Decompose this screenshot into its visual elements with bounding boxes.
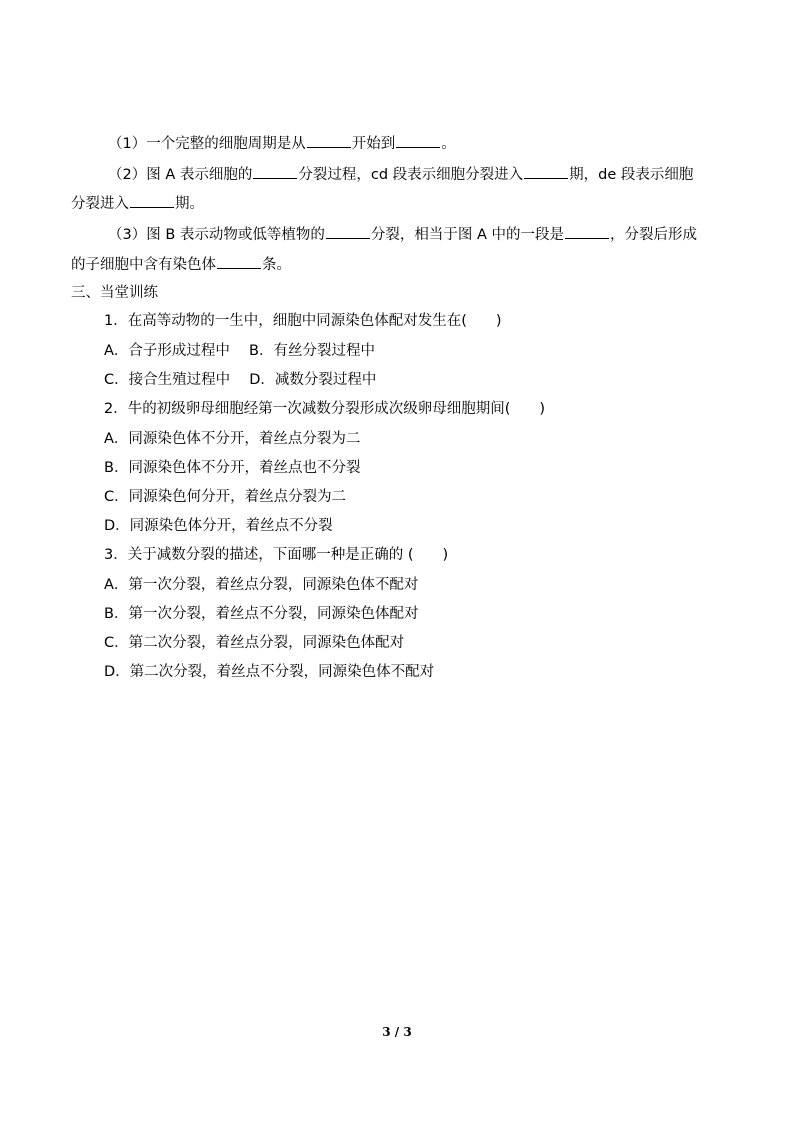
answer-blank: [565, 224, 609, 239]
question-option: B．第一次分裂，着丝点不分裂，同源染色体配对: [104, 606, 419, 622]
q3-text-d: 的子细胞中含有染色体: [71, 257, 216, 273]
q2-text-a: （2）图 A 表示细胞的: [108, 167, 253, 183]
answer-blank: [524, 164, 568, 179]
question-2-line-2: [71, 193, 204, 214]
q2-text-c: 期，de 段表示细胞: [569, 167, 694, 183]
question-option: C．第二次分裂，着丝点分裂，同源染色体配对: [104, 635, 405, 651]
question-stem: 3．关于减数分裂的描述，下面哪一种是正确的 ( ): [104, 547, 449, 563]
question-option: C．接合生殖过程中 D．减数分裂过程中: [104, 372, 377, 388]
question-option: D．第二次分裂，着丝点不分裂，同源染色体不配对: [104, 664, 435, 680]
q3-text-b: 分裂，相当于图 A 中的一段是: [370, 227, 565, 243]
question-stem: 1．在高等动物的一生中，细胞中同源染色体配对发生在( ): [104, 313, 502, 329]
question-option: A．合子形成过程中 B．有丝分裂过程中: [104, 343, 375, 359]
q1-text-a: （1）一个完整的细胞周期是从: [108, 136, 306, 152]
question-3-line-2: [71, 254, 291, 275]
question-option: B．同源染色体不分开，着丝点也不分裂: [104, 460, 361, 476]
question-stem: 2．牛的初级卵母细胞经第一次减数分裂形成次级卵母细胞期间( ): [104, 401, 546, 417]
q3-text-e: 条。: [262, 257, 291, 273]
answer-blank: [396, 133, 440, 148]
q3-text-a: （3）图 B 表示动物或低等植物的: [108, 227, 325, 243]
q2-text-e: 期。: [175, 196, 204, 212]
q1-text-c: 。: [441, 136, 456, 152]
question-option: D．同源染色体分开，着丝点不分裂: [104, 518, 333, 534]
question-option: A．同源染色体不分开，着丝点分裂为二: [104, 431, 361, 447]
answer-blank: [326, 224, 370, 239]
answer-blank: [217, 254, 261, 269]
question-option: C．同源染色何分开，着丝点分裂为二: [104, 489, 347, 505]
section-heading: 三、当堂训练: [71, 285, 158, 301]
q2-text-d: 分裂进入: [71, 196, 129, 212]
question-3-line-1: [108, 224, 697, 245]
q1-text-b: 开始到: [351, 136, 396, 152]
question-2-line-1: [108, 164, 693, 185]
answer-blank: [307, 133, 351, 148]
answer-blank: [130, 193, 174, 208]
question-option: A．第一次分裂，着丝点分裂，同源染色体不配对: [104, 577, 419, 593]
page-number: 3 / 3: [382, 1025, 412, 1039]
answer-blank: [253, 164, 297, 179]
q3-text-c: ，分裂后形成: [610, 227, 698, 243]
q2-text-b: 分裂过程，cd 段表示细胞分裂进入: [298, 167, 524, 183]
question-1-line: [108, 133, 456, 154]
